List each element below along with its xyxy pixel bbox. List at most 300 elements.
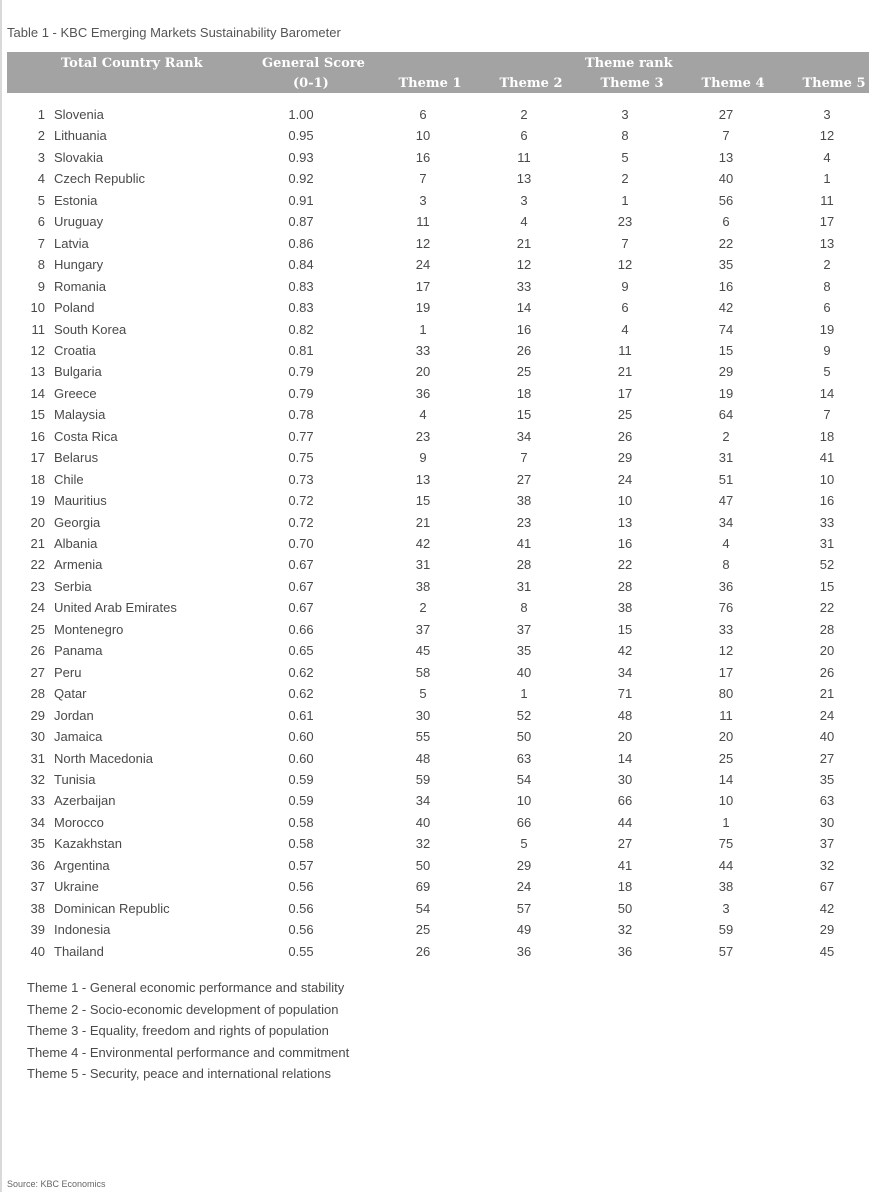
cell-rank: 20	[30, 514, 45, 530]
cell-country: Thailand	[54, 943, 104, 959]
cell-score: 0.73	[288, 471, 314, 487]
cell-t1: 26	[415, 943, 431, 959]
cell-t2: 63	[516, 750, 532, 766]
cell-score: 0.79	[288, 364, 314, 380]
table-row	[0, 833, 869, 854]
cell-rank: 18	[30, 471, 45, 487]
cell-t4: 2	[722, 428, 730, 444]
cell-score: 0.84	[288, 257, 314, 273]
cell-t1: 42	[415, 536, 431, 551]
cell-rank: 28	[30, 686, 45, 702]
table-row	[0, 383, 869, 404]
cell-t2: 2	[520, 107, 528, 122]
cell-rank: 5	[37, 192, 45, 208]
cell-t3: 28	[617, 578, 633, 594]
cell-t1: 25	[415, 922, 431, 938]
cell-t2: 40	[516, 664, 532, 680]
cell-t3: 1	[621, 192, 629, 208]
cell-t2: 25	[516, 364, 532, 380]
cell-country: Hungary	[54, 257, 104, 273]
cell-t1: 15	[415, 493, 431, 509]
cell-rank: 19	[30, 493, 45, 509]
cell-t4: 42	[718, 300, 734, 316]
cell-t4: 11	[719, 707, 733, 723]
header-theme-4: Theme 4	[701, 76, 765, 91]
table-row	[0, 769, 869, 790]
cell-t3: 66	[617, 793, 633, 809]
cell-country: Mauritius	[54, 493, 107, 509]
table-row	[0, 919, 869, 940]
cell-score: 0.59	[288, 771, 314, 787]
table-row	[0, 619, 869, 640]
cell-rank: 12	[30, 342, 45, 358]
cell-t4: 10	[718, 793, 734, 809]
cell-t1: 58	[415, 664, 431, 680]
cell-t4: 33	[718, 621, 734, 637]
cell-t2: 37	[516, 621, 532, 637]
cell-t5: 37	[819, 836, 835, 852]
table-row	[0, 790, 869, 811]
cell-t4: 80	[718, 686, 734, 702]
cell-t3: 2	[621, 171, 629, 187]
cell-country: Belarus	[54, 450, 99, 466]
cell-rank: 36	[30, 857, 45, 873]
cell-t5: 2	[823, 257, 831, 273]
cell-t3: 3	[621, 107, 629, 122]
cell-country: Jordan	[54, 707, 94, 723]
cell-t4: 51	[718, 471, 734, 487]
cell-t1: 38	[415, 578, 431, 594]
cell-t3: 8	[621, 128, 629, 144]
cell-country: Indonesia	[54, 922, 111, 938]
cell-t1: 1	[419, 321, 427, 337]
cell-t4: 25	[718, 750, 734, 766]
cell-t2: 13	[516, 171, 532, 187]
cell-score: 0.78	[288, 407, 314, 423]
legend-item: Theme 4 - Environmental performance and commitment	[27, 1044, 350, 1060]
cell-rank: 14	[30, 385, 45, 401]
cell-country: Georgia	[54, 514, 101, 530]
cell-rank: 8	[37, 257, 45, 273]
cell-t2: 14	[516, 300, 532, 316]
table-row	[0, 211, 869, 232]
cell-t4: 44	[718, 857, 734, 873]
cell-rank: 34	[30, 814, 45, 830]
cell-t2: 38	[516, 493, 532, 509]
cell-rank: 33	[30, 793, 45, 809]
cell-country: Costa Rica	[54, 428, 118, 444]
cell-t1: 12	[415, 235, 431, 251]
cell-country: Romania	[54, 278, 107, 294]
cell-t1: 17	[415, 278, 431, 294]
cell-t1: 31	[415, 557, 431, 573]
cell-country: Croatia	[54, 342, 96, 358]
cell-t2: 57	[516, 900, 532, 916]
cell-score: 0.79	[288, 385, 314, 401]
cell-t5: 11	[820, 192, 834, 208]
cell-country: Estonia	[54, 192, 98, 208]
cell-t3: 13	[617, 514, 633, 530]
cell-country: Qatar	[54, 686, 87, 702]
cell-t1: 23	[415, 428, 431, 444]
cell-t5: 22	[819, 600, 835, 616]
cell-t4: 7	[722, 128, 730, 144]
cell-t2: 54	[516, 771, 532, 787]
cell-t5: 18	[819, 428, 835, 444]
cell-t4: 1	[722, 814, 730, 830]
cell-t3: 42	[617, 643, 633, 659]
cell-country: Greece	[54, 385, 97, 401]
cell-t1: 9	[419, 450, 427, 466]
cell-rank: 13	[30, 364, 45, 380]
cell-t1: 45	[415, 643, 431, 659]
cell-t2: 4	[520, 214, 528, 230]
table-row	[0, 533, 869, 554]
cell-score: 0.55	[288, 943, 314, 959]
cell-country: Serbia	[54, 578, 92, 594]
cell-t3: 10	[617, 493, 633, 509]
cell-t5: 1	[823, 171, 831, 187]
cell-rank: 21	[30, 536, 45, 551]
table-header	[7, 52, 869, 93]
cell-t3: 29	[617, 450, 633, 466]
cell-country: Albania	[54, 536, 98, 551]
cell-score: 0.60	[288, 729, 314, 745]
cell-t4: 35	[718, 257, 734, 273]
table-row	[0, 426, 869, 447]
cell-country: Uruguay	[54, 214, 104, 230]
table-row	[0, 340, 869, 361]
cell-t5: 21	[819, 686, 835, 702]
cell-score: 0.60	[288, 750, 314, 766]
header-theme-1: Theme 1	[398, 76, 462, 91]
cell-t4: 57	[718, 943, 734, 959]
cell-rank: 1	[37, 107, 45, 122]
cell-t3: 6	[621, 300, 629, 316]
cell-t4: 16	[718, 278, 734, 294]
cell-score: 0.95	[288, 128, 314, 144]
table-row	[0, 404, 869, 425]
cell-t1: 4	[419, 407, 427, 423]
cell-t3: 26	[617, 428, 633, 444]
cell-t5: 63	[819, 793, 835, 809]
header-score: General Score	[262, 56, 365, 71]
cell-rank: 37	[30, 879, 45, 895]
cell-t5: 30	[819, 814, 835, 830]
cell-country: South Korea	[54, 321, 127, 337]
cell-t2: 35	[516, 643, 532, 659]
cell-t3: 7	[621, 235, 629, 251]
cell-score: 0.61	[288, 707, 314, 723]
cell-t5: 26	[819, 664, 835, 680]
cell-t4: 64	[718, 407, 734, 423]
cell-t3: 12	[617, 257, 633, 273]
cell-t5: 42	[819, 900, 835, 916]
cell-score: 0.56	[288, 922, 314, 938]
cell-t2: 28	[516, 557, 532, 573]
cell-t1: 59	[415, 771, 431, 787]
cell-country: Morocco	[54, 814, 104, 830]
cell-t1: 32	[415, 836, 431, 852]
cell-t5: 4	[823, 149, 831, 165]
cell-t4: 8	[722, 557, 730, 573]
cell-t4: 17	[718, 664, 734, 680]
cell-t1: 5	[419, 686, 427, 702]
cell-t5: 5	[823, 364, 831, 380]
cell-country: Malaysia	[54, 407, 106, 423]
cell-t3: 36	[617, 943, 633, 959]
cell-rank: 15	[30, 407, 45, 423]
table-row	[0, 512, 869, 533]
header-score-range: (0-1)	[293, 76, 329, 91]
cell-rank: 3	[37, 149, 45, 165]
cell-score: 0.65	[288, 643, 314, 659]
cell-t1: 10	[415, 128, 431, 144]
cell-country: Azerbaijan	[54, 793, 116, 809]
cell-score: 0.83	[288, 278, 314, 294]
cell-rank: 25	[30, 621, 45, 637]
cell-t3: 14	[617, 750, 633, 766]
cell-country: Bulgaria	[54, 364, 102, 380]
cell-t1: 21	[415, 514, 431, 530]
cell-rank: 39	[30, 922, 45, 938]
cell-t4: 19	[718, 385, 734, 401]
cell-t3: 22	[617, 557, 633, 573]
cell-t5: 13	[819, 235, 835, 251]
cell-rank: 32	[30, 771, 45, 787]
cell-t5: 35	[819, 771, 835, 787]
cell-t2: 31	[516, 578, 532, 594]
cell-rank: 30	[30, 729, 45, 745]
cell-t3: 34	[617, 664, 633, 680]
cell-t3: 27	[617, 836, 633, 852]
table-row	[0, 597, 869, 618]
table-row	[0, 662, 869, 683]
legend-item: Theme 3 - Equality, freedom and rights of population	[27, 1023, 329, 1038]
cell-t2: 34	[516, 428, 532, 444]
cell-t5: 7	[823, 407, 831, 423]
cell-country: Peru	[54, 664, 82, 680]
cell-score: 0.62	[288, 686, 314, 702]
source-note: Source: KBC Economics	[7, 1179, 106, 1189]
cell-t4: 13	[718, 149, 734, 165]
cell-rank: 27	[30, 664, 45, 680]
table-row	[0, 190, 869, 211]
cell-t3: 20	[617, 729, 633, 745]
cell-t1: 20	[415, 364, 431, 380]
cell-score: 0.91	[288, 192, 314, 208]
table-row	[0, 125, 869, 146]
cell-t2: 36	[516, 943, 532, 959]
cell-rank: 16	[30, 428, 45, 444]
cell-t5: 6	[823, 300, 831, 316]
cell-t5: 29	[819, 922, 835, 938]
cell-t1: 40	[415, 814, 431, 830]
cell-t3: 38	[617, 600, 633, 616]
cell-country: Tunisia	[54, 771, 96, 787]
legend-item: Theme 1 - General economic performance and stability	[27, 980, 345, 995]
table-row	[0, 469, 869, 490]
cell-score: 0.59	[288, 793, 314, 809]
table-row	[0, 898, 869, 919]
cell-country: Dominican Republic	[54, 900, 170, 916]
table-row	[0, 855, 869, 876]
cell-t2: 27	[516, 471, 532, 487]
cell-rank: 26	[30, 643, 45, 659]
cell-t2: 52	[516, 707, 532, 723]
cell-country: Slovakia	[54, 149, 104, 165]
cell-t2: 33	[516, 278, 532, 294]
cell-t5: 17	[819, 214, 835, 230]
header-theme-2: Theme 2	[499, 76, 563, 91]
cell-t1: 16	[415, 149, 431, 165]
cell-rank: 2	[37, 128, 45, 144]
cell-t4: 36	[718, 578, 734, 594]
cell-t3: 41	[617, 857, 633, 873]
cell-t4: 22	[718, 235, 734, 251]
cell-t2: 26	[516, 342, 532, 358]
cell-rank: 35	[30, 836, 45, 852]
cell-t5: 12	[819, 128, 835, 144]
cell-t4: 20	[718, 729, 734, 745]
cell-t5: 31	[819, 536, 835, 551]
legend-item: Theme 5 - Security, peace and international relations	[27, 1066, 331, 1081]
cell-t2: 1	[520, 686, 528, 702]
cell-t4: 15	[718, 342, 734, 358]
cell-t4: 31	[718, 450, 734, 466]
cell-t3: 71	[617, 686, 633, 702]
cell-rank: 10	[30, 300, 45, 316]
table-title: Table 1 - KBC Emerging Markets Sustainability Barometer	[7, 25, 341, 40]
cell-score: 0.93	[288, 149, 314, 165]
cell-t2: 8	[520, 600, 528, 616]
cell-t2: 23	[516, 514, 532, 530]
cell-score: 0.72	[288, 493, 314, 509]
cell-country: Lithuania	[54, 128, 107, 144]
cell-t4: 14	[718, 771, 734, 787]
cell-t2: 49	[516, 922, 532, 938]
cell-t1: 54	[415, 900, 431, 916]
cell-t1: 3	[419, 192, 427, 208]
cell-t4: 47	[718, 493, 734, 509]
cell-t5: 27	[819, 750, 835, 766]
cell-t2: 12	[516, 257, 532, 273]
cell-country: Panama	[54, 643, 103, 659]
cell-score: 0.62	[288, 664, 314, 680]
cell-rank: 29	[30, 707, 45, 723]
theme-legend	[27, 980, 349, 1088]
table-row	[0, 640, 869, 661]
table-row	[0, 233, 869, 254]
cell-t3: 24	[617, 471, 633, 487]
cell-t4: 34	[718, 514, 734, 530]
cell-rank: 9	[37, 278, 45, 294]
cell-score: 0.67	[288, 578, 314, 594]
header-rank: Total Country Rank	[61, 56, 203, 71]
cell-rank: 11	[31, 321, 45, 337]
cell-t4: 12	[718, 643, 734, 659]
cell-t2: 3	[520, 192, 528, 208]
cell-t1: 50	[415, 857, 431, 873]
cell-t5: 24	[819, 707, 835, 723]
cell-t4: 27	[718, 107, 734, 122]
cell-t4: 56	[718, 192, 734, 208]
table-row	[0, 254, 869, 275]
cell-t3: 15	[617, 621, 633, 637]
table-row	[0, 490, 869, 511]
cell-score: 0.66	[288, 621, 314, 637]
cell-score: 0.86	[288, 235, 314, 251]
cell-score: 0.83	[288, 300, 314, 316]
cell-t5: 15	[819, 578, 835, 594]
cell-t5: 67	[819, 879, 835, 895]
cell-score: 0.70	[288, 536, 314, 551]
cell-country: North Macedonia	[54, 750, 153, 766]
cell-t1: 7	[419, 171, 427, 187]
cell-rank: 31	[30, 750, 45, 766]
cell-t5: 32	[819, 857, 835, 873]
cell-t5: 10	[819, 471, 835, 487]
cell-t5: 8	[823, 278, 831, 294]
cell-country: United Arab Emirates	[54, 600, 177, 616]
cell-score: 0.72	[288, 514, 314, 530]
cell-t4: 76	[718, 600, 734, 616]
cell-rank: 7	[37, 235, 45, 251]
table-row	[0, 683, 869, 704]
cell-country: Czech Republic	[54, 171, 146, 187]
cell-t1: 30	[415, 707, 431, 723]
cell-t1: 13	[415, 471, 431, 487]
cell-country: Jamaica	[54, 729, 103, 745]
cell-t5: 9	[823, 342, 831, 358]
cell-t4: 3	[722, 900, 730, 916]
cell-t4: 29	[718, 364, 734, 380]
cell-t5: 28	[819, 621, 835, 637]
cell-country: Kazakhstan	[54, 836, 122, 852]
cell-t3: 4	[621, 321, 629, 337]
cell-t1: 24	[415, 257, 431, 273]
cell-t3: 11	[618, 342, 632, 358]
cell-t3: 32	[617, 922, 633, 938]
cell-t4: 6	[722, 214, 730, 230]
cell-country: Argentina	[54, 857, 110, 873]
cell-t2: 41	[516, 536, 532, 551]
cell-t2: 7	[520, 450, 528, 466]
cell-t2: 11	[517, 149, 531, 165]
cell-score: 0.56	[288, 900, 314, 916]
table-row	[0, 447, 869, 468]
cell-t1: 19	[415, 300, 431, 316]
cell-score: 0.67	[288, 600, 314, 616]
table-row	[0, 576, 869, 597]
table-row	[0, 104, 869, 125]
table-row	[0, 319, 869, 340]
cell-t1: 33	[415, 342, 431, 358]
cell-t2: 6	[520, 128, 528, 144]
cell-t2: 18	[516, 385, 532, 401]
cell-t3: 50	[617, 900, 633, 916]
table-row	[0, 941, 869, 962]
cell-t5: 3	[823, 107, 831, 122]
cell-t4: 40	[718, 171, 734, 187]
cell-t3: 17	[617, 385, 633, 401]
cell-t3: 16	[617, 536, 633, 551]
cell-t1: 6	[419, 107, 427, 122]
cell-rank: 23	[30, 578, 45, 594]
cell-score: 0.67	[288, 557, 314, 573]
cell-t2: 66	[516, 814, 532, 830]
cell-rank: 22	[30, 557, 45, 573]
